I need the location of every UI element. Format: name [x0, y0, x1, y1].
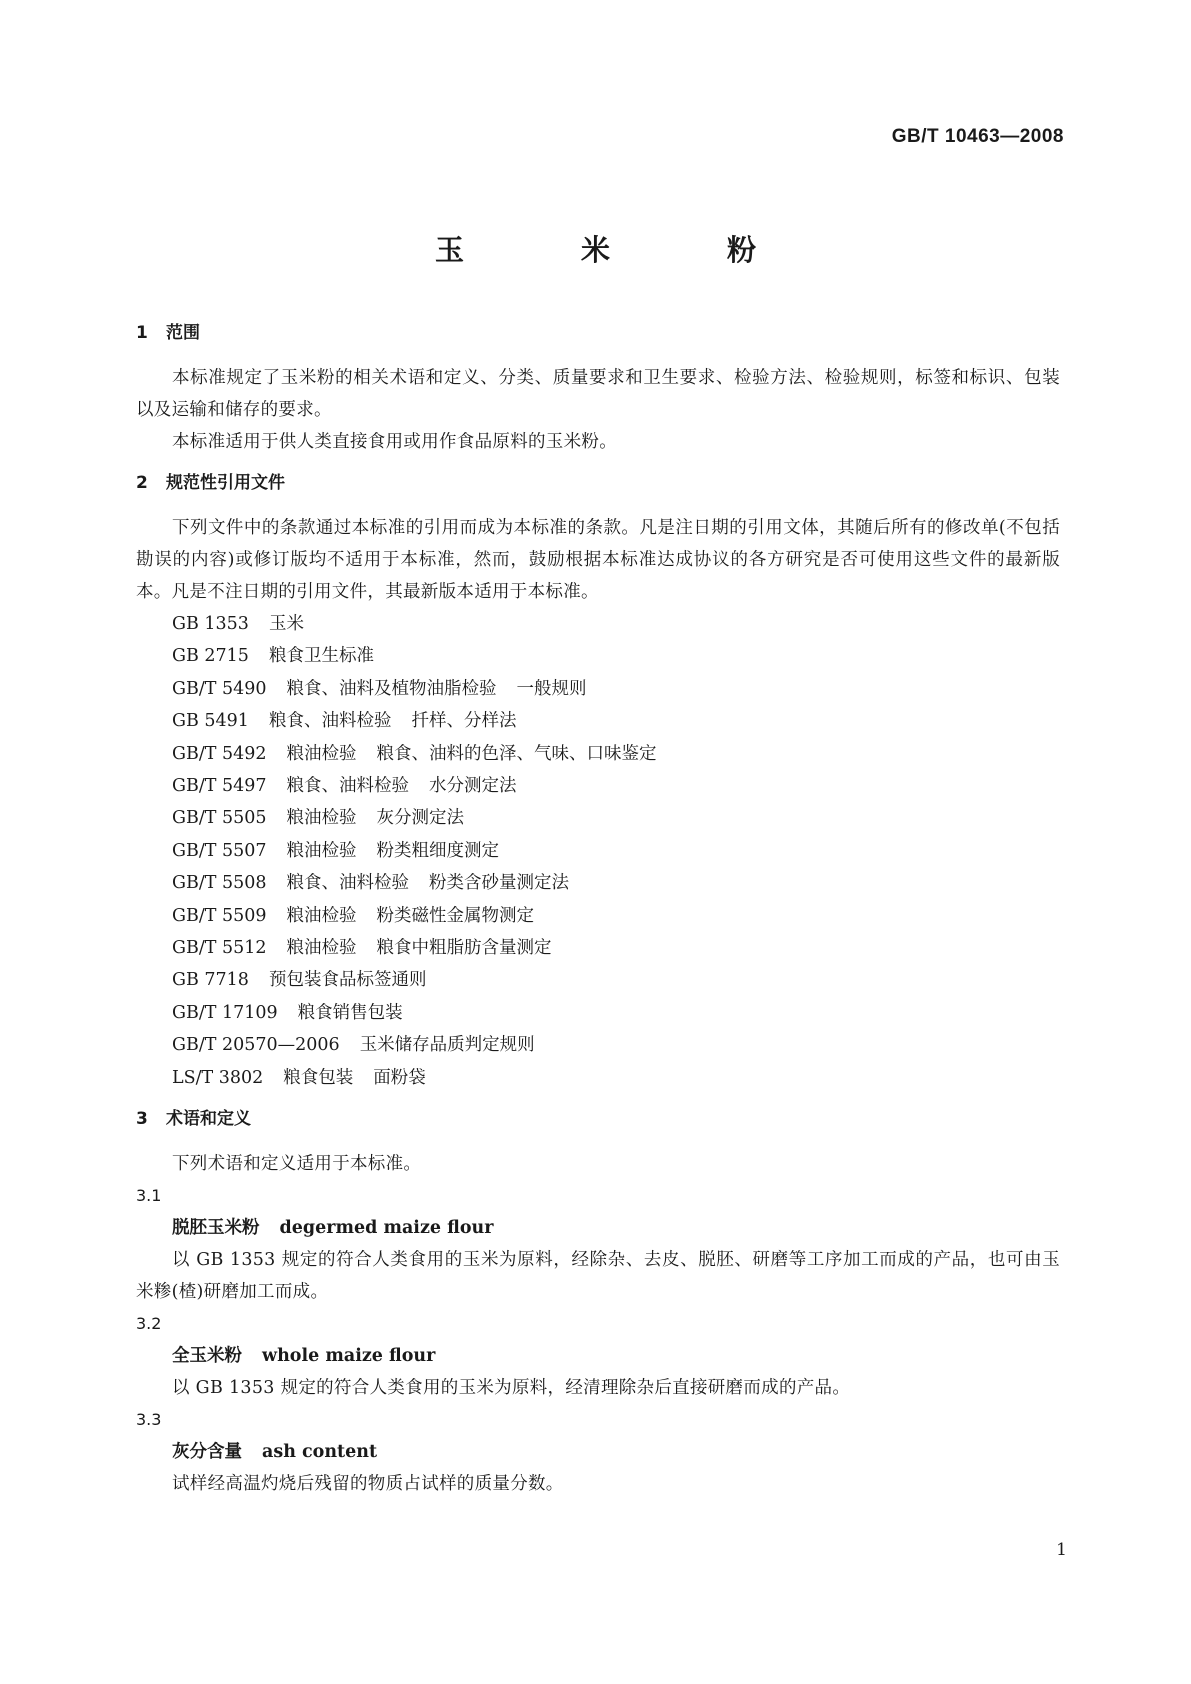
term-name-en: whole maize flour: [262, 1346, 436, 1367]
reference-subtitle: 粉类含砂量测定法: [429, 873, 570, 894]
reference-code: GB/T 20570—2006: [172, 1035, 340, 1056]
reference-title: 预包装食品标签通则: [268, 970, 427, 991]
reference-title: 粮食、油料检验: [286, 873, 410, 894]
reference-code: GB 1353: [172, 614, 249, 634]
section-title: 范围: [166, 323, 200, 343]
term-name: [136, 1212, 1060, 1244]
reference-subtitle: 面粉袋: [373, 1067, 426, 1088]
reference-subtitle: 粮食中粗脂肪含量测定: [376, 938, 552, 959]
reference-title: 粮食、油料检验: [286, 776, 410, 797]
reference-item: [136, 608, 1060, 640]
reference-title: 粮油检验: [286, 743, 357, 764]
reference-subtitle: 粉类粗细度测定: [376, 840, 500, 861]
term-definition: 以 GB 1353 规定的符合人类食用的玉米为原料，经清理除杂后直接研磨而成的产品。: [172, 1378, 851, 1399]
reference-item: [136, 705, 1060, 737]
reference-subtitle: 粮食、油料的色泽、气味、口味鉴定: [376, 743, 657, 764]
document-title: 玉 米 粉: [434, 233, 800, 267]
term-number: 3.2: [136, 1314, 162, 1334]
paragraph: 本标准适用于供人类直接食用或用作食品原料的玉米粉。: [172, 432, 617, 452]
reference-title: 粮食销售包装: [297, 1002, 403, 1023]
reference-item: [136, 997, 1060, 1029]
term-name-en: ash content: [262, 1442, 378, 1463]
reference-list: [136, 608, 1060, 1094]
section-2-heading: [136, 470, 1060, 496]
reference-title: 粮油检验: [286, 840, 357, 861]
standard-code: GB/T 10463—2008: [891, 126, 1064, 147]
reference-title: 玉米储存品质判定规则: [359, 1035, 535, 1056]
reference-code: GB 2715: [172, 646, 249, 667]
reference-title: 粮食、油料及植物油脂检验: [286, 678, 497, 699]
reference-title: 粮油检验: [286, 905, 357, 926]
reference-item: [136, 738, 1060, 770]
paragraph: 下列术语和定义适用于本标准。: [172, 1154, 422, 1175]
reference-title: 粮食卫生标准: [268, 646, 374, 667]
term-name-en: degermed maize flour: [279, 1218, 494, 1239]
reference-subtitle: 扦样、分样法: [411, 711, 517, 732]
reference-item: [136, 802, 1060, 834]
section-number: 2: [136, 473, 148, 493]
reference-code: GB/T 5490: [172, 678, 267, 699]
reference-code: GB 5491: [172, 711, 249, 732]
reference-code: GB 7718: [172, 970, 249, 991]
reference-code: GB/T 5509: [172, 905, 267, 926]
term-definition: 试样经高温灼烧后残留的物质占试样的质量分数。: [172, 1474, 564, 1495]
reference-title: 玉米: [268, 614, 304, 634]
reference-subtitle: 粉类磁性金属物测定: [376, 905, 535, 926]
reference-item: [136, 867, 1060, 899]
reference-subtitle: 灰分测定法: [376, 808, 465, 829]
reference-code: GB/T 5508: [172, 873, 267, 894]
page-number: 1: [1056, 1540, 1067, 1560]
reference-item: [136, 932, 1060, 964]
term-name: [136, 1340, 1060, 1372]
reference-item: [136, 964, 1060, 996]
section-1-heading: [136, 320, 1060, 346]
term-name-zh: 脱胚玉米粉: [172, 1218, 260, 1239]
section-number: 3: [136, 1109, 148, 1130]
reference-code: GB/T 5507: [172, 840, 267, 861]
term-number: 3.1: [136, 1186, 162, 1206]
reference-code: GB/T 5492: [172, 743, 267, 764]
reference-code: GB/T 5497: [172, 776, 267, 797]
document-body: [136, 320, 1060, 1500]
reference-title: 粮油检验: [286, 938, 357, 959]
reference-item: [136, 835, 1060, 867]
reference-item: [136, 673, 1060, 705]
reference-item: [136, 900, 1060, 932]
reference-code: GB/T 17109: [172, 1002, 278, 1023]
reference-title: 粮油检验: [286, 808, 357, 829]
reference-title: 粮食、油料检验: [268, 711, 392, 732]
reference-item: [136, 1029, 1060, 1061]
reference-title: 粮食包装: [283, 1067, 354, 1088]
reference-code: LS/T 3802: [172, 1067, 264, 1088]
reference-item: [136, 640, 1060, 672]
reference-subtitle: 水分测定法: [429, 776, 517, 797]
reference-code: GB/T 5505: [172, 808, 267, 829]
reference-item: [136, 770, 1060, 802]
term-name-zh: 全玉米粉: [172, 1346, 242, 1367]
section-title: 术语和定义: [166, 1109, 251, 1130]
paragraph: 下列文件中的条款通过本标准的引用而成为本标准的条款。凡是注日期的引用文体，其随后所有的修改单(不包括勘误的内容)或修订版均不适用于本标准，然而，鼓励根据本标准达成协议的各方研究是否可使用这些文件的最新版本。凡是不注日期的引用文件，其最新版本适用于本标准。: [136, 518, 1060, 602]
reference-subtitle: 一般规则: [516, 678, 587, 699]
section-3-heading: [136, 1106, 1060, 1132]
reference-item: [136, 1062, 1060, 1094]
term-definition: 以 GB 1353 规定的符合人类食用的玉米为原料，经除杂、去皮、脱胚、研磨等工序加工而成的产品，也可由玉米糁(楂)研磨加工而成。: [136, 1250, 1060, 1303]
section-number: 1: [136, 323, 148, 343]
term-name: [136, 1436, 1060, 1468]
paragraph: 本标准规定了玉米粉的相关术语和定义、分类、质量要求和卫生要求、检验方法、检验规则，标签和标识、包装以及运输和储存的要求。: [136, 368, 1060, 420]
section-title: 规范性引用文件: [166, 473, 285, 493]
reference-code: GB/T 5512: [172, 938, 267, 959]
term-number: 3.3: [136, 1410, 162, 1430]
term-name-zh: 灰分含量: [172, 1442, 242, 1463]
